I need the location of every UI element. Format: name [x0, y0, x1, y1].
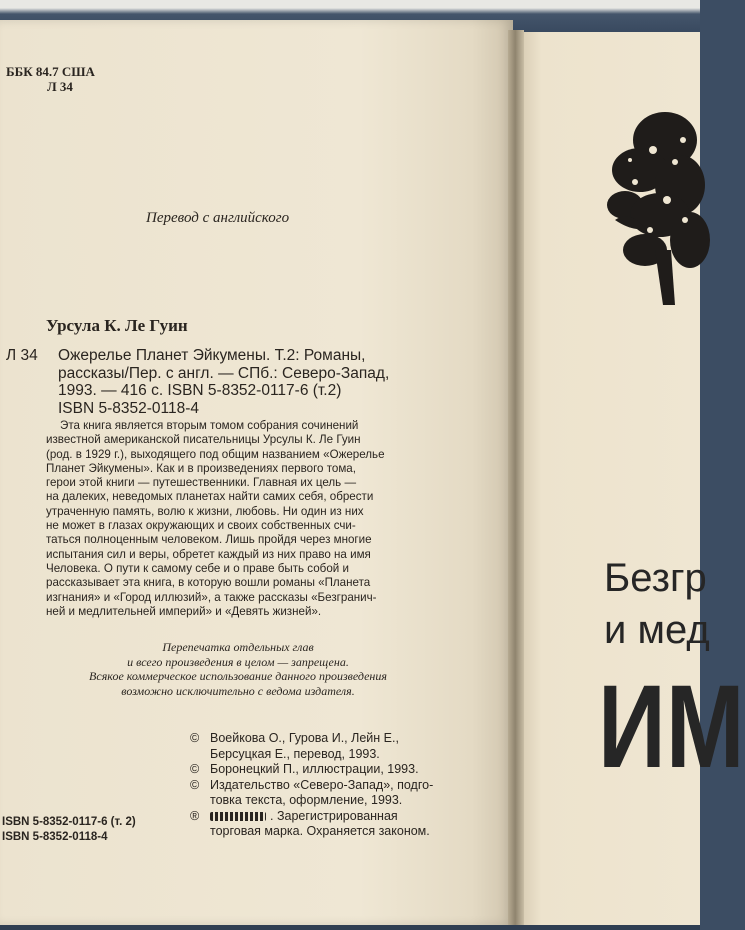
annotation-line: изгнания» и «Город иллюзий», а также рассказы «Безгранич- [46, 590, 377, 604]
translation-note: Перевод с английского [146, 210, 290, 226]
isbn-block [2, 815, 136, 845]
biblio-line: Ожерелье Планет Эйкумены. Т.2: Романы, [58, 347, 366, 364]
tree-illustration-icon [605, 100, 700, 305]
trademark-line [210, 809, 430, 825]
annotation-line: известной американской писательницы Урсулы К. Ле Гуин [46, 433, 361, 447]
copyright-symbol: © [190, 731, 200, 745]
notice-line: Всякое коммерческое использование данного произведения [89, 669, 387, 683]
annotation-line: Эта книга является вторым томом собрания сочинений [60, 419, 359, 432]
annotation-paragraph [46, 419, 458, 619]
copyright-symbol: © [190, 762, 200, 776]
bibliographic-record [6, 347, 458, 417]
cover-title-line: Безгр [604, 556, 707, 600]
isbn-line: ISBN 5-8352-0117-6 (т. 2) [2, 816, 136, 828]
biblio-line: ISBN 5-8352-0118-4 [58, 399, 200, 417]
reprint-notice [14, 640, 462, 698]
isbn-line: ISBN 5-8352-0118-4 [2, 831, 108, 843]
annotation-line: утраченную память, волю к жизни, любовь. Ни один из них [46, 504, 364, 518]
notice-line: возможно исключительно с ведома издателя. [121, 683, 355, 698]
annotation-line: ней и медлительней империй» и «Девять жизней». [46, 604, 322, 618]
notice-line: Перепечатка отдельных глав [162, 640, 314, 654]
copyright-line: Издательство «Северо-Запад», подго- [210, 777, 434, 792]
bbk-code: ББК 84.7 США [6, 64, 95, 79]
copyright-line: товка текста, оформление, 1993. [210, 793, 403, 807]
trademark-item [190, 809, 490, 840]
copyright-symbol: © [190, 777, 200, 792]
bbk-classification [6, 64, 95, 94]
annotation-line: на далеких, неведомых планетах найти самих себя, обрести [46, 490, 374, 504]
annotation-line: не может в глазах окружающих и своих собственных счи- [46, 519, 356, 533]
book-gutter [508, 30, 524, 925]
annotation-line: Человека. О пути к самому себе и о праве быть собой и [46, 561, 349, 575]
biblio-code: Л 34 [6, 347, 38, 364]
author-name: Урсула К. Ле Гуин [46, 316, 188, 335]
annotation-line: таться полноценным человеком. Лишь пройдя через многие [46, 533, 372, 547]
notice-line: и всего произведения в целом — запрещена. [127, 654, 349, 669]
biblio-line: рассказы/Пер. с англ. — СПб.: Северо-Запад, [58, 364, 390, 382]
cover-title-line: ИМ [598, 661, 745, 793]
copyright-line: Воейкова О., Гурова И., Лейн Е., [210, 731, 399, 745]
publisher-logo-icon [210, 812, 266, 821]
annotation-line: Планет Эйкумены». Как и в произведениях первого тома, [46, 461, 356, 475]
registered-symbol: ® [190, 808, 200, 823]
cover-title-line: и мед [604, 608, 710, 652]
trademark-text: . Зарегистрированная [270, 808, 398, 823]
author-mark: Л 34 [47, 79, 73, 94]
biblio-line: 1993. — 416 с. ISBN 5-8352-0117-6 (т.2) [58, 382, 342, 399]
annotation-line: герои этой книги — путешественники. Главная их цель — [46, 476, 357, 490]
copyright-line: Боронецкий П., иллюстрации, 1993. [210, 762, 419, 776]
copyright-item [190, 762, 490, 778]
copyright-line: Берсуцкая Е., перевод, 1993. [210, 746, 380, 761]
annotation-line: (род. в 1929 г.), выходящего под общим названием «Ожерелье [46, 447, 385, 461]
annotation-line: рассказывает эта книга, в которую вошли романы «Планета [46, 576, 371, 590]
annotation-line: испытания сил и веры, обретет каждый из них право на имя [46, 547, 371, 561]
copyright-item [190, 778, 490, 809]
trademark-line: торговая марка. Охраняется законом. [210, 824, 430, 838]
copyright-item [190, 731, 490, 762]
copyright-block [190, 731, 490, 840]
